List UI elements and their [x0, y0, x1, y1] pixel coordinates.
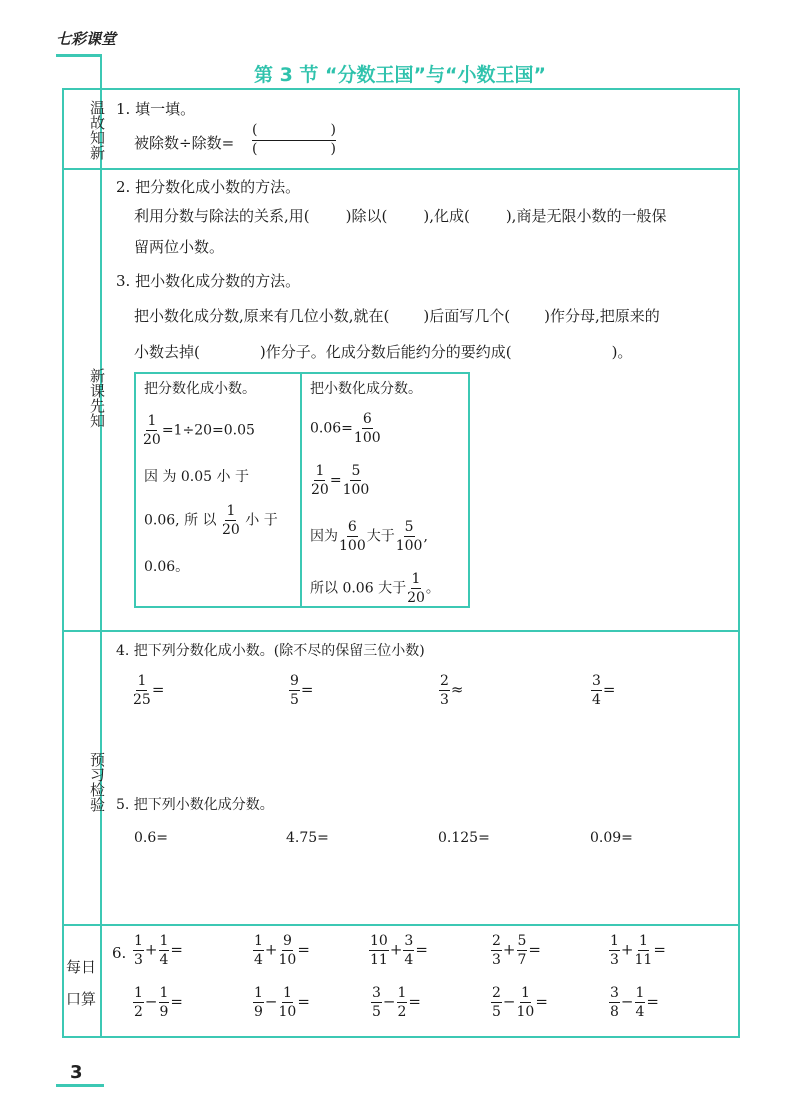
- fraction: $\frac{6}{100}$: [353, 411, 381, 446]
- q4-item[interactable]: $\frac{1}{25}$ =: [133, 673, 165, 708]
- page-number-underline: [56, 1084, 104, 1087]
- section-label-daily-2: 口算: [65, 990, 96, 1008]
- q2-title: 2. 把分数化成小数的方法。: [116, 178, 301, 196]
- q2-text-a: 利用分数与除法的关系,用(: [134, 207, 310, 225]
- q6-number: 6.: [112, 944, 127, 962]
- q3-text-f: )。: [611, 343, 633, 361]
- q2-text-c: ),化成(: [423, 207, 470, 225]
- brand-underline: [56, 54, 100, 57]
- example-left-line3: 0.06, 所 以 $\frac{1}{20}$ 小 于: [144, 503, 278, 538]
- q1-text: 被除数÷除数=: [134, 134, 235, 152]
- q3-text-d: 小数去掉(: [134, 343, 200, 361]
- fraction: $\frac{1}{20}$: [407, 571, 425, 606]
- q3-text-e: )作分子。化成分数后能约分的要约成(: [259, 343, 512, 361]
- calc-item[interactable]: $\frac{1}{4}$ + $\frac{9}{10}$ =: [254, 933, 310, 968]
- example-right-line4: 所以 0.06 大于 $\frac{1}{20}$ 。: [310, 571, 440, 606]
- fraction: $\frac{5}{100}$: [395, 519, 423, 554]
- q3-line2: [134, 341, 632, 362]
- calc-item[interactable]: $\frac{10}{11}$ + $\frac{3}{4}$ =: [370, 933, 428, 968]
- fraction: $\frac{1}{20}$: [143, 413, 161, 448]
- section-label-daily-1: 每日: [65, 958, 96, 976]
- fraction: $\frac{1}{20}$: [221, 503, 240, 538]
- paren-close: ): [330, 141, 336, 157]
- example-right-line3: 因为 $\frac{6}{100}$ 大于 $\frac{5}{100}$ ,: [310, 519, 428, 554]
- q3-text-a: 把小数化成分数,原来有几位小数,就在(: [134, 307, 390, 325]
- example-left-eq: $\frac{1}{20}$ =1÷20=0.05: [143, 413, 255, 448]
- section-label-new: 新课先知: [88, 368, 106, 428]
- calc-item[interactable]: $\frac{3}{5}$ − $\frac{1}{2}$ =: [372, 985, 421, 1020]
- paren-open: (: [252, 141, 258, 157]
- q4-item[interactable]: $\frac{3}{4}$ =: [592, 673, 616, 708]
- calc-item[interactable]: $\frac{3}{8}$ − $\frac{1}{4}$ =: [610, 985, 659, 1020]
- example-box-divider: [300, 372, 302, 608]
- q5-item[interactable]: 4.75=: [286, 830, 329, 846]
- q1-title: 1. 填一填。: [116, 100, 196, 118]
- q2-text-b: )除以(: [345, 207, 388, 225]
- fraction: $\frac{1}{20}$: [311, 463, 329, 498]
- example-right-line2: $\frac{1}{20}$ = $\frac{5}{100}$: [311, 463, 370, 498]
- example-left-line2: 因 为 0.05 小 于: [144, 469, 249, 485]
- section-divider: [62, 630, 740, 632]
- fraction: $\frac{6}{100}$: [339, 519, 366, 554]
- q4-item[interactable]: $\frac{2}{3}$ ≈: [440, 673, 464, 708]
- label-column-divider: [100, 88, 102, 1038]
- q3-text-b: )后面写几个(: [423, 307, 511, 325]
- example-right-title: 把小数化成分数。: [310, 381, 422, 397]
- q5-item[interactable]: 0.09=: [590, 830, 633, 846]
- section-label-review: 温故知新: [88, 100, 106, 160]
- page-number: 3: [70, 1062, 83, 1083]
- q5-title: 5. 把下列小数化成分数。: [116, 797, 274, 813]
- q3-line1: [134, 305, 660, 326]
- paren-open: (: [252, 122, 258, 138]
- example-left-line4: 0.06。: [144, 559, 190, 575]
- page-title: 第 3 节 “分数王国”与“小数王国”: [253, 64, 546, 86]
- q2-line2: 留两位小数。: [134, 238, 225, 256]
- example-left-title: 把分数化成小数。: [144, 381, 256, 397]
- calc-item[interactable]: $\frac{1}{3}$ + $\frac{1}{11}$ =: [610, 933, 666, 968]
- q2-line1: [134, 205, 666, 226]
- q4-title: 4. 把下列分数化成小数。(除不尽的保留三位小数): [116, 643, 425, 659]
- fraction: $\frac{5}{100}$: [342, 463, 370, 498]
- q2-text-d: ),商是无限小数的一般保: [505, 207, 667, 225]
- q5-item[interactable]: 0.125=: [438, 830, 490, 846]
- brand-logo: 七彩课堂: [56, 30, 117, 48]
- q3-title: 3. 把小数化成分数的方法。: [116, 272, 301, 290]
- section-label-check: 预习检验: [88, 752, 106, 812]
- section-divider: [62, 924, 740, 926]
- calc-item[interactable]: $\frac{1}{2}$ − $\frac{1}{9}$ =: [134, 985, 183, 1020]
- q1-fraction-blank[interactable]: [252, 122, 336, 159]
- q4-item[interactable]: $\frac{9}{5}$ =: [290, 673, 314, 708]
- calc-item[interactable]: $\frac{2}{5}$ − $\frac{1}{10}$ =: [492, 985, 548, 1020]
- section-divider: [62, 168, 740, 170]
- calc-item[interactable]: $\frac{1}{9}$ − $\frac{1}{10}$ =: [254, 985, 310, 1020]
- paren-close: ): [330, 122, 336, 138]
- calc-item[interactable]: $\frac{1}{3}$ + $\frac{1}{4}$ =: [134, 933, 183, 968]
- q3-text-c: )作分母,把原来的: [544, 307, 660, 325]
- example-right-line1: 0.06= $\frac{6}{100}$: [310, 411, 381, 446]
- calc-item[interactable]: $\frac{2}{3}$ + $\frac{5}{7}$ =: [492, 933, 541, 968]
- q5-item[interactable]: 0.6=: [134, 830, 168, 846]
